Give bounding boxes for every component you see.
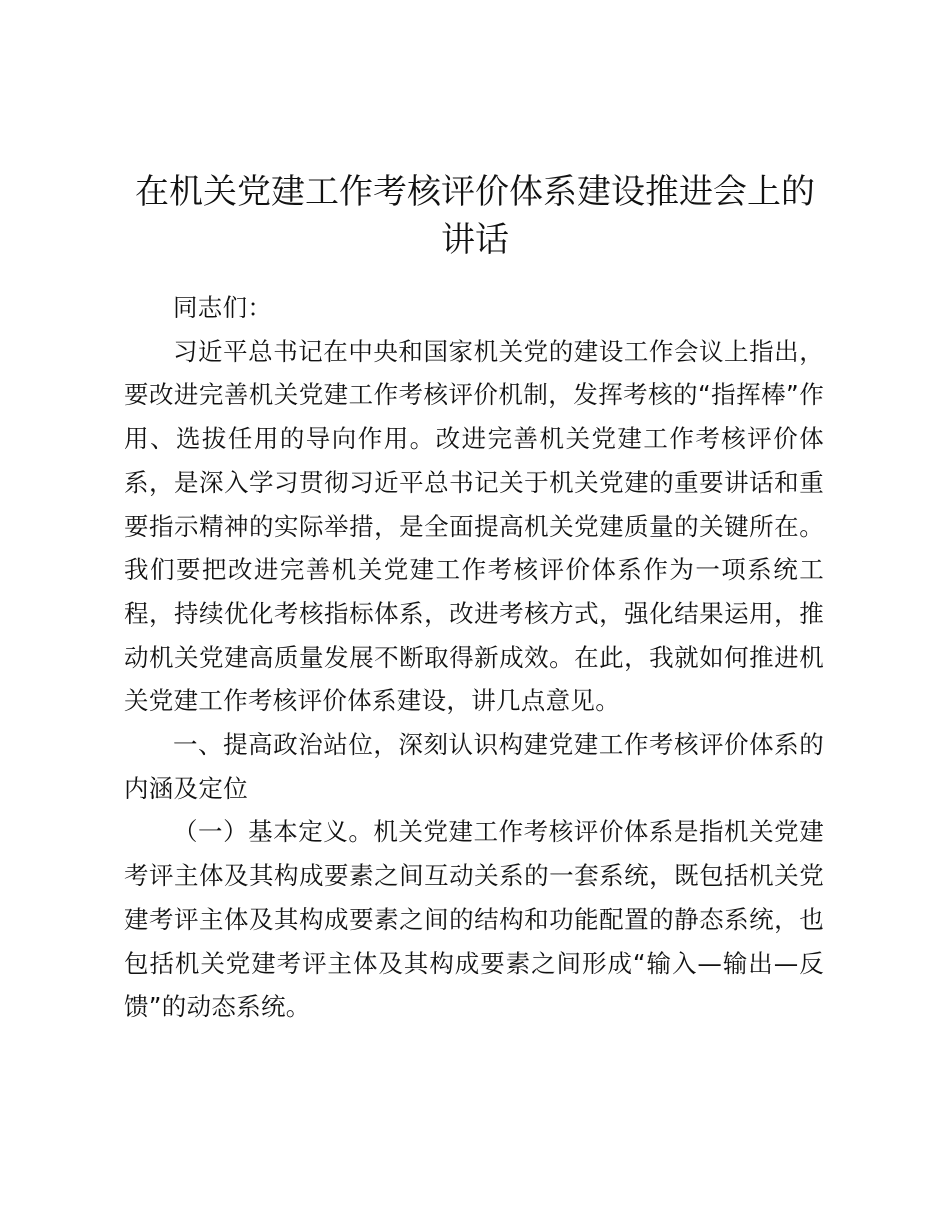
section-heading-1: 一、提高政治站位，深刻认识构建党建工作考核评价体系的内涵及定位 [124,730,824,803]
document-body [124,286,824,1029]
paragraph-intro: 习近平总书记在中央和国家机关党的建设工作会议上指出，要改进完善机关党建工作考核评价机制，发挥考核的“指挥棒”作用、选拔任用的导向作用。改进完善机关党建工作考核评价体系，是深入学习贯彻习近平总书记关于机关党建的重要讲话和重要指示精神的实际举措，是全面提高机关党建质量的关键所在。我们要把改进完善机关党建工作考核评价体系作为一项系统工程，持续优化考核指标体系，改进考核方式，强化结果运用，推动机关党建高质量发展不断取得新成效。在此，我就如何推进机关党建工作考核评价体系建设，讲几点意见。 [124,336,824,716]
title-line-1: 在机关党建工作考核评价体系建设推进会上的 [135,172,815,212]
paragraph-definition: （一）基本定义。机关党建工作考核评价体系是指机关党建考评主体及其构成要素之间互动关系的一套系统，既包括机关党建考评主体及其构成要素之间的结构和功能配置的静态系统，也包括机关党建考评主体及其构成要素之间形成“输入—输出—反馈”的动态系统。 [124,817,824,1022]
salutation: 同志们： [173,293,273,322]
title-line-2: 讲话 [441,220,509,260]
document-title [100,168,850,264]
